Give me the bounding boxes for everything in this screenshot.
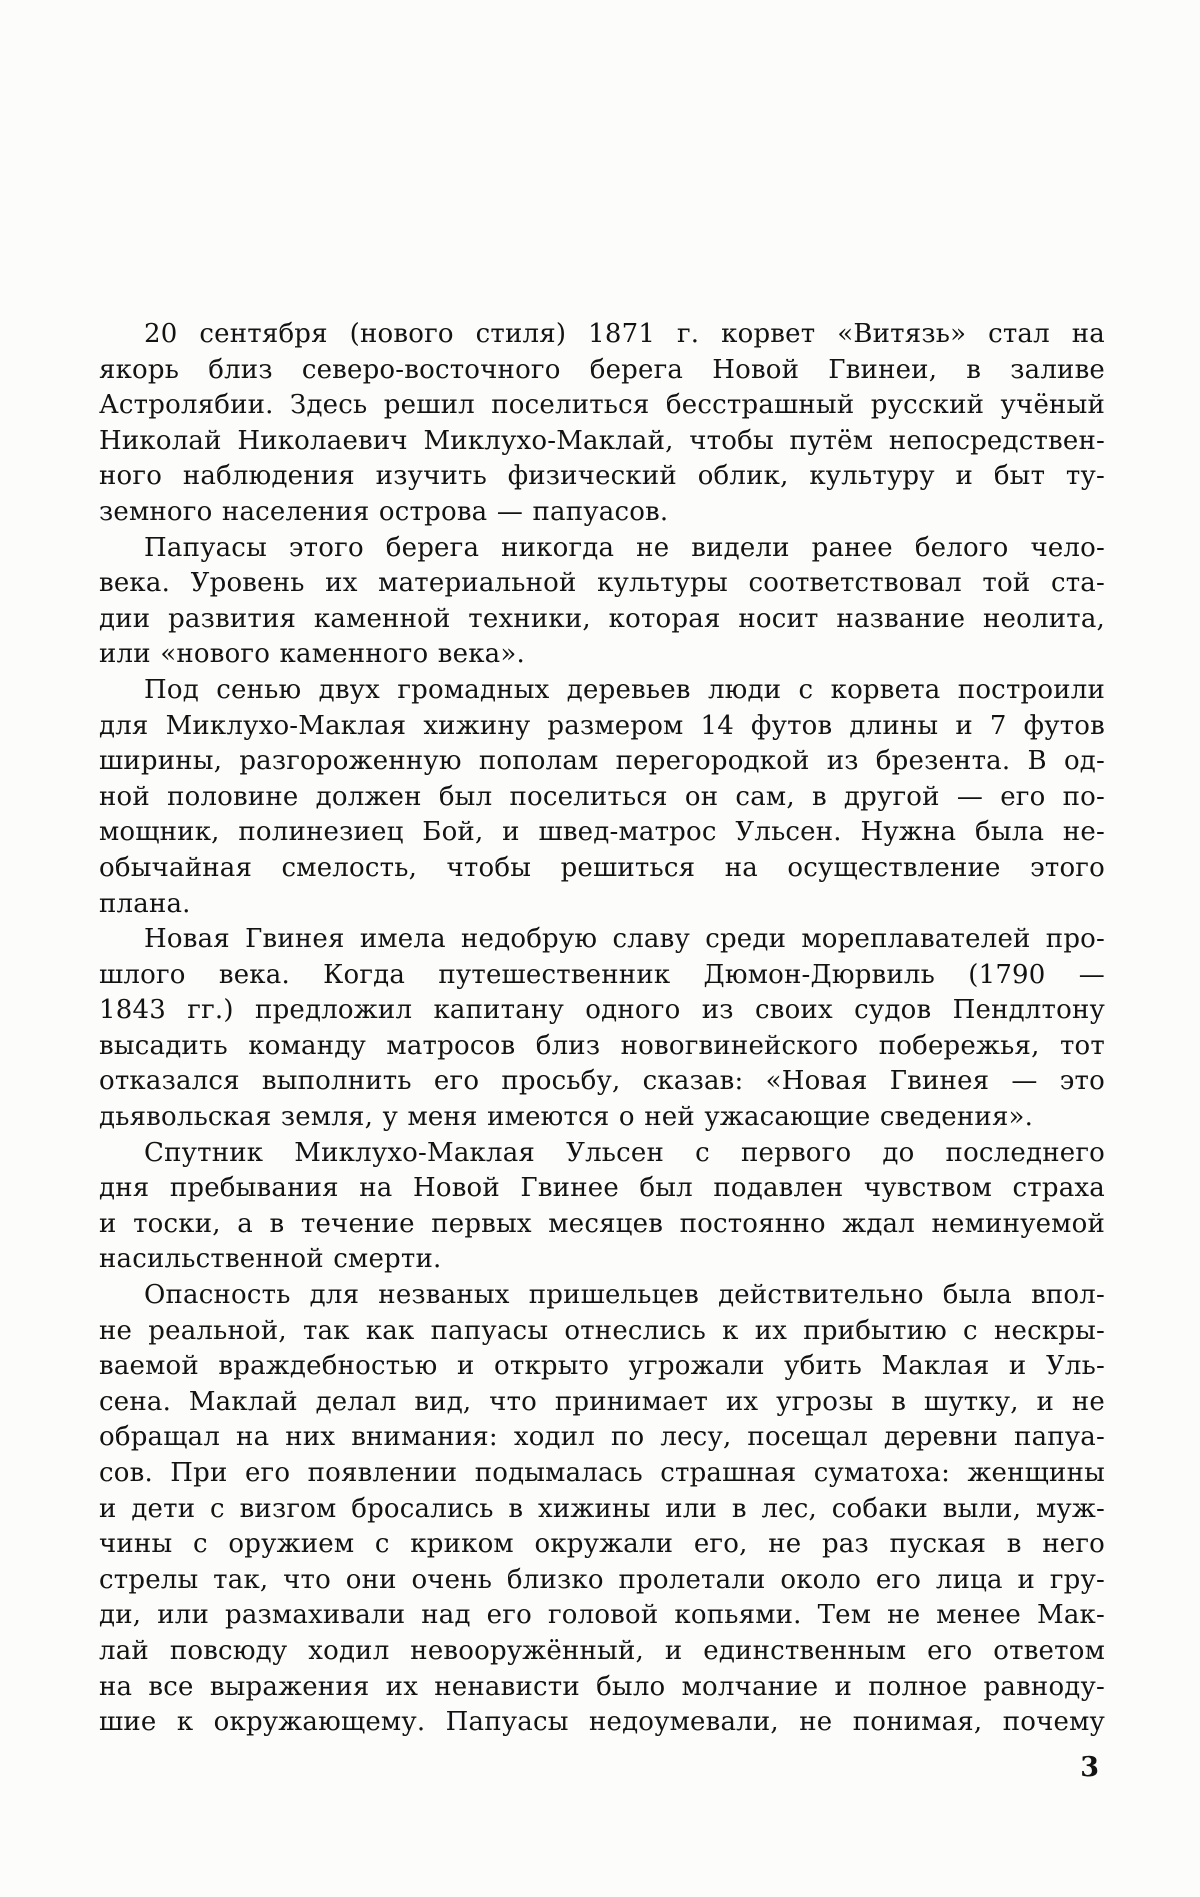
text-line: стрелы так, что они очень близко пролетали около его лица и гру- — [99, 1564, 1105, 1595]
text-line: ширины, разгороженную пополам перегородкой из брезента. В од- — [99, 746, 1105, 777]
page-number: 3 — [1080, 1752, 1099, 1783]
text-line: на все выражения их ненависти было молчание и полное равноду- — [99, 1671, 1105, 1702]
text-line: отказался выполнить его просьбу, сказав: «Новая Гвинея — это — [99, 1066, 1105, 1097]
page-text-block — [99, 317, 1105, 1741]
text-line: ди, или размахивали над его головой копьями. Тем не менее Мак- — [99, 1600, 1105, 1631]
text-line: века. Уровень их материальной культуры соответствовал той ста- — [99, 568, 1105, 599]
text-line: мощник, полинезиец Бой, и швед-матрос Ульсен. Нужна была не- — [99, 817, 1105, 848]
text-line: и тоски, а в течение первых месяцев постоянно ждал неминуемой — [99, 1208, 1105, 1239]
text-line: Новая Гвинея имела недобрую славу среди мореплавателей про- — [144, 924, 1105, 955]
text-line: сена. Маклай делал вид, что принимает их угрозы в шутку, и не — [99, 1386, 1105, 1417]
text-line: шие к окружающему. Папуасы недоумевали, не понимая, почему — [99, 1707, 1105, 1738]
text-line: Астролябии. Здесь решил поселиться бесстрашный русский учёный — [99, 390, 1105, 421]
text-line: ваемой враждебностью и открыто угрожали убить Маклая и Уль- — [99, 1351, 1105, 1382]
text-line: плана. — [99, 888, 191, 919]
text-line: Опасность для незваных пришельцев действительно была впол- — [144, 1280, 1105, 1311]
text-line: дня пребывания на Новой Гвинее был подавлен чувством страха — [99, 1173, 1105, 1204]
text-line: 20 сентября (нового стиля) 1871 г. корвет «Витязь» стал на — [144, 319, 1105, 349]
text-line: ной половине должен был поселиться он сам, в другой — его по- — [99, 781, 1105, 812]
text-line: Под сенью двух громадных деревьев люди с корвета построили — [144, 674, 1105, 705]
text-line: Николай Николаевич Миклухо-Маклай, чтобы путём непосредствен- — [99, 425, 1105, 456]
text-line: чины с оружием с криком окружали его, не раз пуская в него — [99, 1529, 1105, 1560]
text-line: Папуасы этого берега никогда не видели ранее белого чело- — [144, 532, 1105, 563]
text-line: сов. При его появлении подымалась страшная суматоха: женщины — [99, 1458, 1105, 1488]
text-line: шлого века. Когда путешественник Дюмон-Дюрвиль (1790 — — [99, 959, 1105, 990]
text-line: ного наблюдения изучить физический облик, культуру и быт ту- — [99, 461, 1105, 492]
text-line: и дети с визгом бросались в хижины или в лес, собаки выли, муж- — [99, 1493, 1105, 1524]
text-line: лай повсюду ходил невооружённый, и единственным его ответом — [99, 1635, 1105, 1666]
text-line: якорь близ северо-восточного берега Новой Гвинеи, в заливе — [99, 354, 1105, 385]
text-line: обычайная смелость, чтобы решиться на осуществление этого — [99, 852, 1105, 883]
text-line: для Миклухо-Маклая хижину размером 14 футов длины и 7 футов — [99, 710, 1105, 741]
text-line: высадить команду матросов близ новогвинейского побережья, тот — [99, 1030, 1105, 1061]
text-line: Спутник Миклухо-Маклая Ульсен с первого до последнего — [144, 1137, 1105, 1168]
text-line: 1843 гг.) предложил капитану одного из своих судов Пендлтону — [99, 995, 1105, 1026]
text-line: дьявольская земля, у меня имеются о ней ужасающие сведения». — [99, 1102, 1034, 1133]
text-line: земного населения острова — папуасов. — [99, 496, 669, 527]
text-line: обращал на них внимания: ходил по лесу, посещал деревни папуа- — [99, 1422, 1105, 1453]
text-line: дии развития каменной техники, которая носит название неолита, — [99, 603, 1105, 634]
text-line: не реальной, так как папуасы отнеслись к их прибытию с нескры- — [99, 1315, 1105, 1346]
text-line: или «нового каменного века». — [99, 639, 525, 670]
text-line: насильственной смерти. — [99, 1244, 442, 1275]
